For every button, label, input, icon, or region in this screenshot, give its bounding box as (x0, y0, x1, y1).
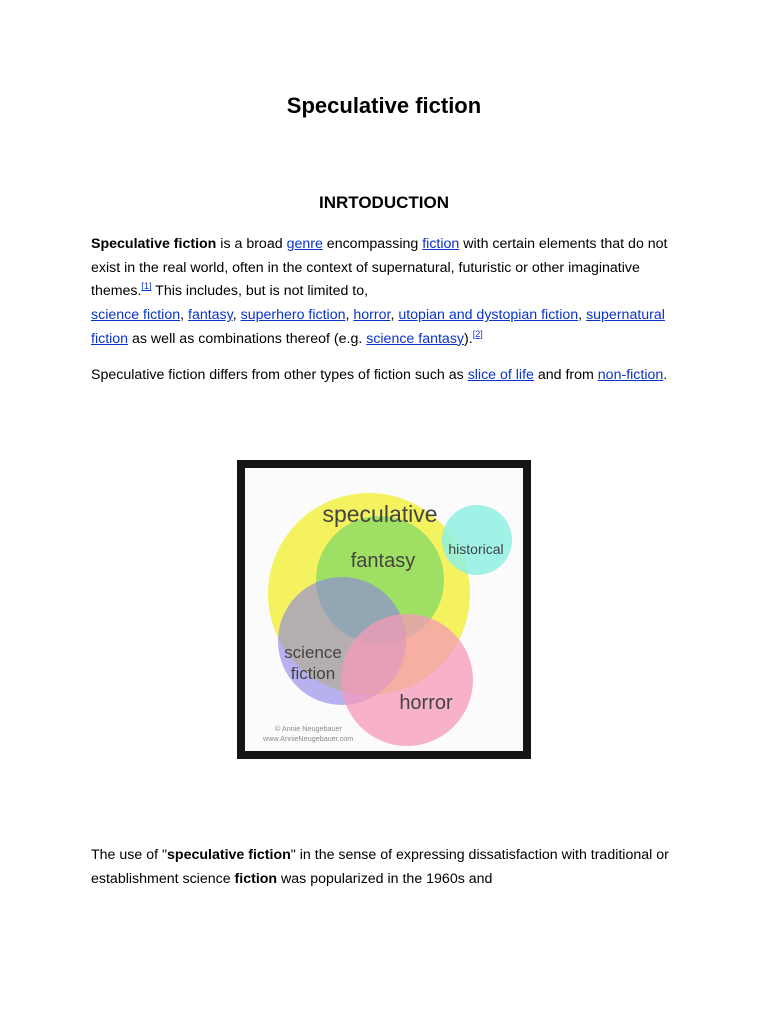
text-run: , (180, 307, 188, 324)
bold-term: fiction (234, 870, 278, 887)
text-run: The use of " (91, 847, 168, 863)
text-run: with certain elements that do not exist in the real world, often in the context of supernatural, futuristic or other imaginative themes. (91, 236, 668, 300)
copyright-line-1: © Annie Neugebauer (275, 724, 342, 733)
historical-label: historical (448, 541, 504, 557)
text-run: encompassing (322, 236, 423, 252)
reference-2-link[interactable]: [2] (472, 328, 483, 339)
text-run: was popularized in the 1960s and (277, 870, 493, 887)
text-run: , (345, 307, 354, 324)
usage-paragraph (91, 844, 681, 891)
horror-circle (341, 614, 473, 746)
link-non-fiction[interactable]: non-fiction (597, 367, 664, 383)
text-run: , (578, 307, 587, 324)
bold-term: speculative fiction (167, 847, 291, 863)
document-title: Speculative fiction (286, 93, 482, 118)
science-label: science (284, 643, 342, 662)
link-fantasy[interactable]: fantasy (188, 307, 233, 324)
link-fiction[interactable]: fiction (422, 236, 460, 252)
text-run: " in the sense of expressing dissatisfaction with traditional or establishment science (91, 847, 669, 887)
link-science-fantasy[interactable]: science fantasy (366, 330, 465, 347)
link-supernatural-fiction[interactable]: supernatural fiction (91, 307, 665, 347)
speculative-label: speculative (322, 501, 438, 527)
text-run: , (232, 307, 241, 324)
text-run: Speculative fiction differs from other types of fiction such as (91, 367, 468, 383)
reference-1-link[interactable]: [1] (141, 281, 152, 292)
link-slice-of-life[interactable]: slice of life (467, 367, 534, 383)
link-superhero-fiction[interactable]: superhero fiction (240, 307, 346, 324)
link-utopian-dystopian-fiction[interactable]: utopian and dystopian fiction (398, 307, 579, 324)
copyright-line-2: www.AnnieNeugebauer.com (263, 734, 354, 743)
bold-term: Speculative fiction (91, 236, 217, 252)
text-run: and from (533, 367, 598, 383)
fantasy-label: fantasy (350, 550, 416, 572)
venn-diagram (245, 468, 523, 751)
text-run: This includes, but is not limited to, (151, 283, 369, 300)
link-genre[interactable]: genre (286, 236, 323, 252)
horror-label: horror (399, 692, 453, 714)
link-horror[interactable]: horror (353, 307, 391, 324)
fiction-label: fiction (290, 664, 336, 683)
section-heading: INRTODUCTION (318, 193, 449, 212)
historical-circle (442, 505, 512, 575)
text-run: as well as combinations thereof (e.g. (128, 330, 367, 347)
link-science-fiction[interactable]: science fiction (91, 307, 181, 324)
text-run: . (663, 367, 668, 383)
text-run: ). (464, 330, 473, 347)
text-run: , (390, 307, 399, 324)
difference-paragraph (91, 364, 681, 388)
genre-venn-figure (237, 460, 531, 759)
text-run: is a broad (216, 236, 287, 252)
intro-paragraph (91, 233, 681, 352)
